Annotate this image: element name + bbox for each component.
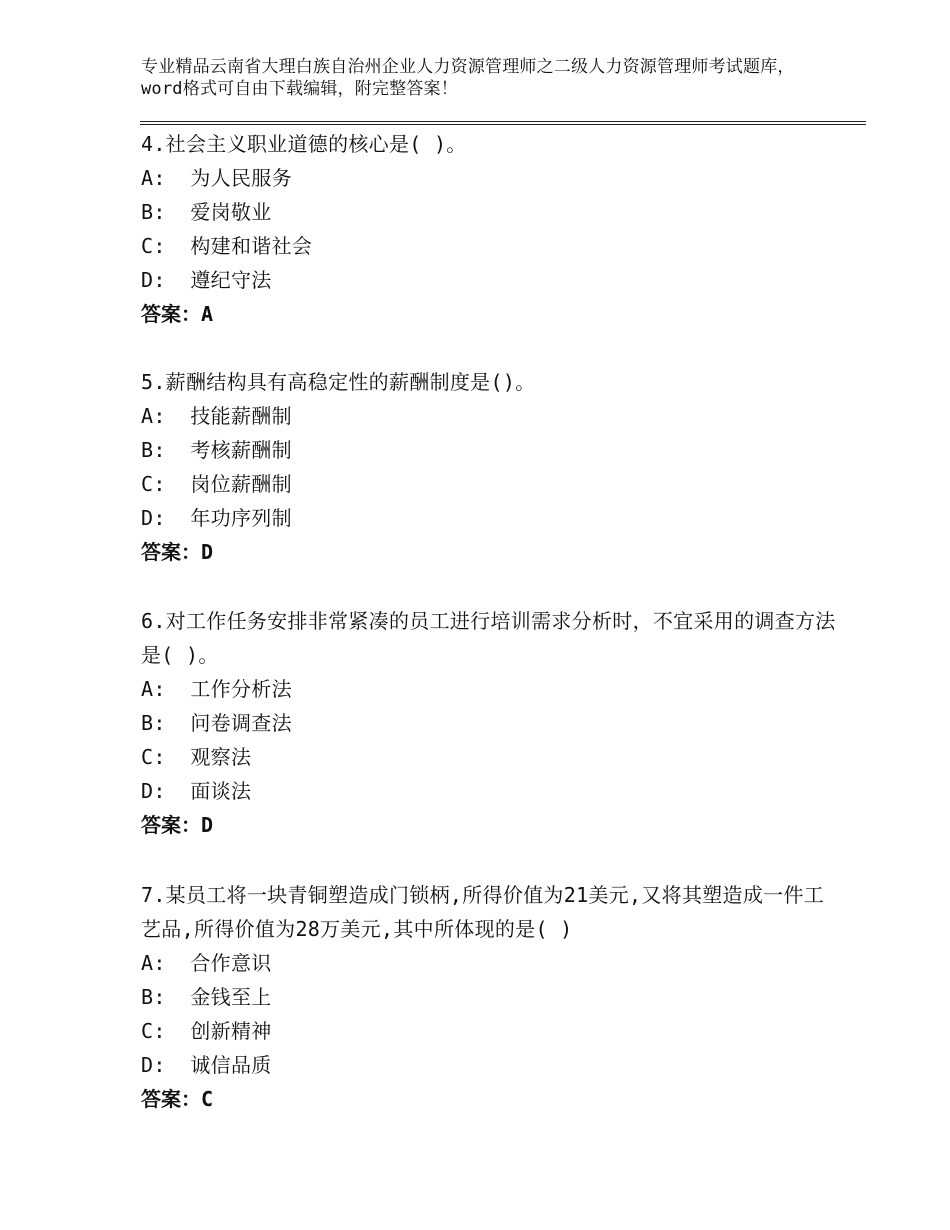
option-text: 工作分析法 <box>190 677 292 701</box>
option-key: C: <box>141 234 166 258</box>
option-text: 构建和谐社会 <box>190 234 313 258</box>
option-a <box>141 946 841 980</box>
answer-line: 答案：C <box>141 1087 214 1111</box>
option-key: A: <box>141 166 166 190</box>
option-key: A: <box>141 404 166 428</box>
option-d <box>141 1048 841 1082</box>
option-text: 技能薪酬制 <box>190 404 292 428</box>
question-block <box>141 604 841 842</box>
option-text: 面谈法 <box>190 779 252 803</box>
option-text: 岗位薪酬制 <box>190 472 292 496</box>
option-key: B: <box>141 438 166 462</box>
option-c <box>141 1014 841 1048</box>
option-d <box>141 774 841 808</box>
option-key: B: <box>141 711 166 735</box>
answer-line: 答案：D <box>141 540 214 564</box>
option-key: C: <box>141 745 166 769</box>
option-text: 为人民服务 <box>190 166 292 190</box>
option-b <box>141 980 841 1014</box>
document-header: 专业精品云南省大理白族自治州企业人力资源管理师之二级人力资源管理师考试题库，word格式可自由下载编辑，附完整答案！ <box>141 57 795 99</box>
option-text: 爱岗敬业 <box>190 200 272 224</box>
option-text: 考核薪酬制 <box>190 438 292 462</box>
question-stem: 5.薪酬结构具有高稳定性的薪酬制度是()。 <box>141 370 536 394</box>
option-key: A: <box>141 677 166 701</box>
option-key: D: <box>141 1053 166 1077</box>
option-key: C: <box>141 1019 166 1043</box>
option-key: B: <box>141 200 166 224</box>
option-b <box>141 706 841 740</box>
answer-line: 答案：A <box>141 302 214 326</box>
option-text: 创新精神 <box>190 1019 272 1043</box>
option-d <box>141 501 841 535</box>
question-block <box>141 365 841 569</box>
option-b <box>141 433 841 467</box>
question-block <box>141 127 841 331</box>
question-stem: 4.社会主义职业道德的核心是( )。 <box>141 132 467 156</box>
option-b <box>141 195 841 229</box>
option-text: 遵纪守法 <box>190 268 272 292</box>
option-text: 诚信品质 <box>190 1053 272 1077</box>
option-a <box>141 399 841 433</box>
option-c <box>141 740 841 774</box>
option-text: 金钱至上 <box>190 985 272 1009</box>
option-text: 合作意识 <box>190 951 272 975</box>
option-text: 年功序列制 <box>190 506 292 530</box>
option-c <box>141 467 841 501</box>
option-a <box>141 672 841 706</box>
option-key: D: <box>141 779 166 803</box>
option-a <box>141 161 841 195</box>
option-text: 问卷调查法 <box>190 711 292 735</box>
option-text: 观察法 <box>190 745 252 769</box>
option-key: D: <box>141 268 166 292</box>
header-divider <box>140 121 866 125</box>
question-block <box>141 878 841 1116</box>
option-key: B: <box>141 985 166 1009</box>
answer-line: 答案：D <box>141 813 214 837</box>
option-key: A: <box>141 951 166 975</box>
option-key: D: <box>141 506 166 530</box>
option-c <box>141 229 841 263</box>
option-d <box>141 263 841 297</box>
question-stem: 6.对工作任务安排非常紧凑的员工进行培训需求分析时，不宜采用的调查方法是( )。 <box>141 609 836 667</box>
question-stem: 7.某员工将一块青铜塑造成门锁柄,所得价值为21美元,又将其塑造成一件工艺品,所得价值为28万美元,其中所体现的是( ) <box>141 883 825 941</box>
option-key: C: <box>141 472 166 496</box>
